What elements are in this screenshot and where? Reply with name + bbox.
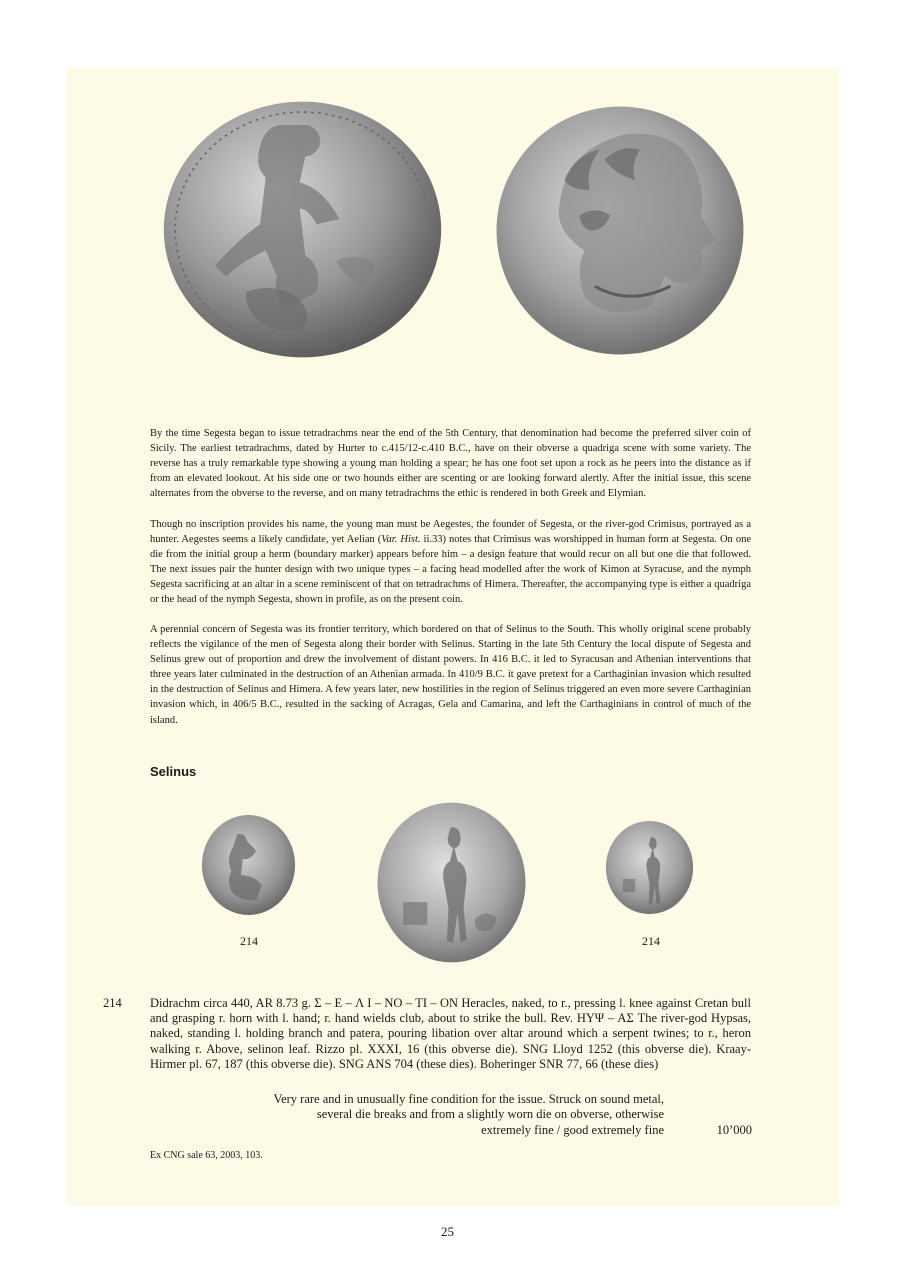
segesta-obverse-coin-image — [161, 99, 444, 360]
segesta-reverse-coin-image — [494, 104, 746, 357]
intro-paragraph: By the time Segesta began to issue tetradrachms near the end of the 5th Century, that denomination had become the preferred silver coin of Sicily. The earliest tetradrachms, dated by Hurter to c.415/12-c.410 B.C., have on their obverse a quadriga scene with some variety. The reverse has a truly remarkable type showing a young man holding a spear; he has one foot set upon a rock as he peers into the distance as if from an elevated lookout. At his side one or two hounds either are scenting or are looking forward alertly. After the initial issue, this scene alternates from the obverse to the reverse, and on many tetradrachms the ethic is rendered in both Greek and Elymian. — [150, 428, 751, 500]
lot-condition-line: Very rare and in unusually fine condition for the issue. Struck on sound metal, — [273, 1092, 664, 1106]
selinus-reverse-coin-image — [605, 820, 694, 915]
lot-number: 214 — [103, 996, 122, 1010]
coin-lot-label: 214 — [240, 934, 258, 948]
paragraph-text: ii.33) notes that Crimisus was worshipped in human form at Segesta. On one die from the initial group a herm (boundary marker) appears before him – a design feature that would recur on all but one die that followed. The next issues pair the hunter design with two unique types – a facing head modelled after the work of Kimon at Syracuse, and the nymph Segesta sacrificing at an altar in a scene reminiscent of that on tetradrachms of Himera. Thereafter, the accompanying type is either a quadriga or the head of the nymph Segesta, shown in profile, as on the present coin. — [150, 534, 751, 606]
selinus-reverse-enlarged-coin-image — [376, 801, 527, 964]
lot-estimate: 10’000 — [716, 1123, 752, 1137]
coin-lot-label: 214 — [642, 934, 660, 948]
lot-condition-line: several die breaks and from a slightly worn die on obverse, otherwise — [316, 1107, 664, 1121]
lot-condition-line: extremely fine / good extremely fine — [481, 1123, 664, 1137]
citation-title: Var. Hist. — [381, 534, 421, 546]
lot-provenance: Ex CNG sale 63, 2003, 103. — [150, 1150, 263, 1161]
paragraph-text: Though no inscription provides his name, the young man must be Aegestes, the founder of Segesta, or the river-god Crimisus, portrayed as a hunter. Aegestes seems a likely candidate, yet Aelian ( — [150, 519, 751, 546]
lot-description: Didrachm circa 440, AR 8.73 g. Σ – E – Λ I – NO – TI – ON Heracles, naked, to r., pressing l. knee against Cretan bull and grasping r. horn with l. hand; r. hand wields club, about to strike the bull. Rev. ΗΥΨ – ΑΣ The river-god Hypsas, naked, standing l. holding branch and patera, pouring libation over altar around which a serpent twines; to r., heron walking r. Above, selinon leaf. Rizzo pl. XXXI, 16 (this obverse die). SNG Lloyd 1252 (this obverse die). Kraay-Hirmer pl. 67, 187 (this obverse die). SNG ANS 704 (these dies). Boheringer SNR 77, 66 (these dies) — [150, 996, 751, 1071]
aegestes-paragraph — [150, 517, 751, 608]
section-title: Selinus — [150, 764, 197, 779]
page-number: 25 — [441, 1224, 454, 1239]
frontier-paragraph: A perennial concern of Segesta was its frontier territory, which bordered on that of Selinus to the South. This wholly original scene probably reflects the vigilance of the men of Segesta along their border with Selinus. Starting in the late 5th Century the local dispute of Segesta and Selinus grew out of proportion and drew the involvement of distant powers. In 416 B.C. it led to Syracusan and Athenian interventions that three years later culminated in the destruction of an Athenian armada. In 410/9 B.C. it gave pretext for a Carthaginian invasion which resulted in the destruction of Selinus and Himera. A few years later, new hostilities in the region of Selinus triggered an even more severe Carthaginian invasion which, in 406/5 B.C., resulted in the sacking of Acragas, Gela and Camarina, and left the Carthaginians in control of much of the island. — [150, 624, 751, 726]
selinus-obverse-coin-image — [201, 814, 296, 916]
